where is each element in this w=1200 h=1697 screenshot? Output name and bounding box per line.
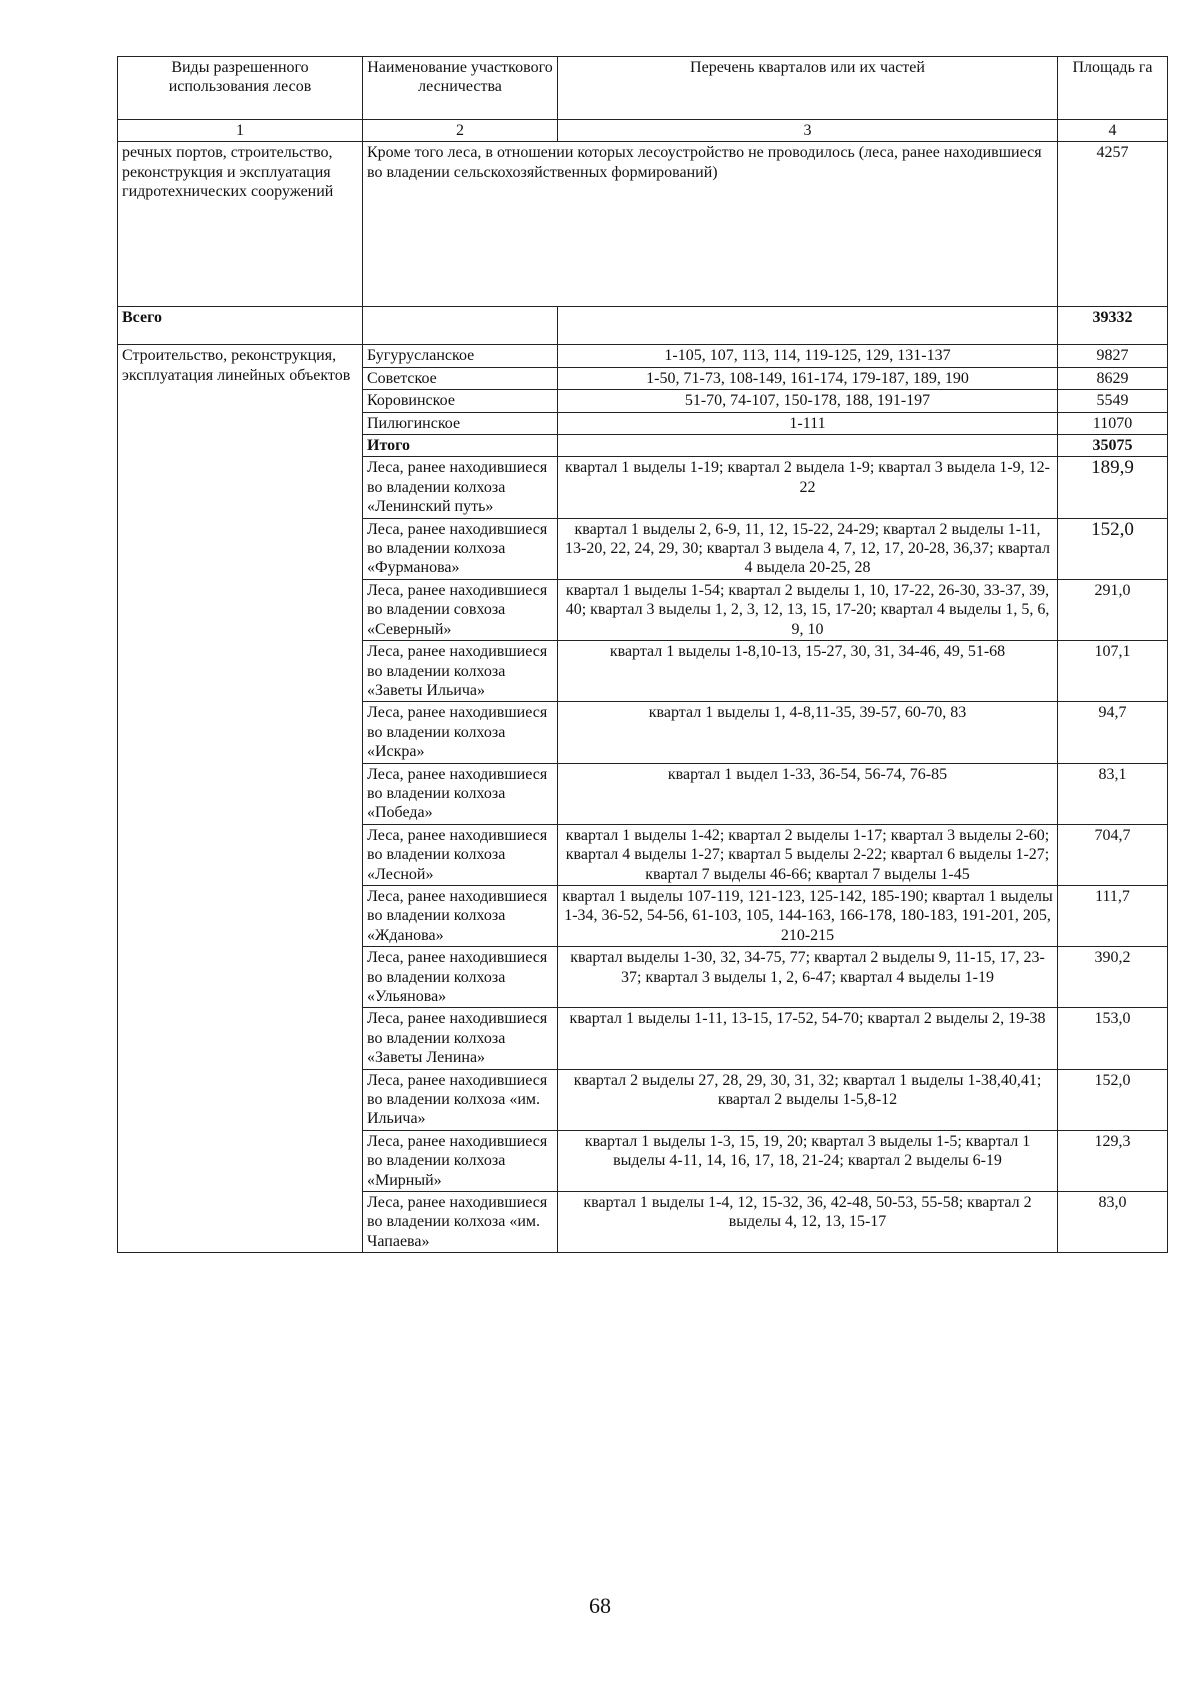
farm-name-cell: Леса, ранее находившиеся во владении колхоза «Заветы Ленина» — [363, 1008, 558, 1069]
total-label: Всего — [118, 307, 363, 345]
table-row — [118, 345, 1168, 367]
quarters-cell: 1-105, 107, 113, 114, 119-125, 129, 131-137 — [558, 345, 1058, 367]
area-cell: 153,0 — [1058, 1008, 1168, 1069]
farm-name-cell: Леса, ранее находившиеся во владении колхоза «им. Ильича» — [363, 1069, 558, 1130]
total-area: 39332 — [1058, 307, 1168, 345]
area-cell: 11070 — [1058, 412, 1168, 434]
quarters-cell: квартал 1 выделы 1-11, 13-15, 17-52, 54-70; квартал 2 выделы 2, 19-38 — [558, 1008, 1058, 1069]
area-cell: 83,1 — [1058, 763, 1168, 824]
area-cell: 8629 — [1058, 367, 1168, 389]
note-cell: Кроме того леса, в отношении которых лесоустройство не проводилось (леса, ранее находившиеся во владении сельскохозяйственных формирований) — [363, 142, 1058, 307]
header-row — [118, 57, 1168, 120]
farm-name-cell: Леса, ранее находившиеся во владении колхоза «Победа» — [363, 763, 558, 824]
quarters-cell: 1-111 — [558, 412, 1058, 434]
farm-name-cell: Леса, ранее находившиеся во владении колхоза «им. Чапаева» — [363, 1192, 558, 1253]
quarters-cell: квартал 1 выделы 1-3, 15, 19, 20; квартал 3 выделы 1-5; квартал 1 выделы 4-11, 14, 16, 17, 18, 21-24; квартал 2 выделы 6-19 — [558, 1130, 1058, 1191]
quarters-cell: квартал 1 выделы 1-4, 12, 15-32, 36, 42-48, 50-53, 55-58; квартал 2 выделы 4, 12, 13, 15-17 — [558, 1192, 1058, 1253]
area-cell: 83,0 — [1058, 1192, 1168, 1253]
area-cell: 152,0 — [1058, 518, 1168, 579]
subtotal-label: Итого — [363, 435, 558, 457]
farm-name-cell: Леса, ранее находившиеся во владении колхоза «Искра» — [363, 702, 558, 763]
forestry-name-cell: Пилюгинское — [363, 412, 558, 434]
empty-cell — [558, 307, 1058, 345]
area-cell: 189,9 — [1058, 457, 1168, 518]
area-cell: 94,7 — [1058, 702, 1168, 763]
page-number: 68 — [589, 1593, 611, 1618]
quarters-cell: квартал 1 выдел 1-33, 36-54, 56-74, 76-85 — [558, 763, 1058, 824]
header-area: Площадь га — [1058, 57, 1168, 120]
use-type-cell: речных портов, строительство, реконструкция и эксплуатация гидротехнических сооружений — [118, 142, 363, 307]
area-cell: 129,3 — [1058, 1130, 1168, 1191]
subtotal-area: 35075 — [1058, 435, 1168, 457]
farm-name-cell: Леса, ранее находившиеся во владении колхоза «Жданова» — [363, 885, 558, 946]
quarters-cell: 1-50, 71-73, 108-149, 161-174, 179-187, 189, 190 — [558, 367, 1058, 389]
column-number-row — [118, 120, 1168, 142]
column-number: 1 — [118, 120, 363, 142]
farm-name-cell: Леса, ранее находившиеся во владении колхоза «Заветы Ильича» — [363, 641, 558, 702]
quarters-cell: квартал 1 выделы 107-119, 121-123, 125-142, 185-190; квартал 1 выделы 1-34, 36-52, 54-56, 61-103, 105, 144-163, 166-178, 180-183, 191-201, 205, 210-215 — [558, 885, 1058, 946]
total-row — [118, 307, 1168, 345]
farm-name-cell: Леса, ранее находившиеся во владении колхоза «Ульянова» — [363, 947, 558, 1008]
use-type-cell: Строительство, реконструкция, эксплуатация линейных объектов — [118, 345, 363, 1253]
forestry-name-cell: Советское — [363, 367, 558, 389]
farm-name-cell: Леса, ранее находившиеся во владении совхоза «Северный» — [363, 579, 558, 640]
empty-cell — [363, 307, 558, 345]
column-number: 3 — [558, 120, 1058, 142]
area-cell: 107,1 — [1058, 641, 1168, 702]
quarters-cell — [558, 435, 1058, 457]
table-row — [118, 142, 1168, 307]
farm-name-cell: Леса, ранее находившиеся во владении колхоза «Фурманова» — [363, 518, 558, 579]
quarters-cell: квартал выделы 1-30, 32, 34-75, 77; квартал 2 выделы 9, 11-15, 17, 23-37; квартал 3 выделы 1, 2, 6-47; квартал 4 выделы 1-19 — [558, 947, 1058, 1008]
header-quarters-list: Перечень кварталов или их частей — [558, 57, 1058, 120]
forestry-name-cell: Бугурусланское — [363, 345, 558, 367]
quarters-cell: квартал 1 выделы 1-54; квартал 2 выделы 1, 10, 17-22, 26-30, 33-37, 39, 40; квартал 3 выделы 1, 2, 3, 12, 13, 15, 17-20; квартал 4 выделы 1, 5, 6, 9, 10 — [558, 579, 1058, 640]
header-use-type: Виды разрешенного использования лесов — [118, 57, 363, 120]
header-forestry-name: Наименование участкового лесничества — [363, 57, 558, 120]
area-cell: 111,7 — [1058, 885, 1168, 946]
area-cell: 704,7 — [1058, 824, 1168, 885]
quarters-cell: квартал 1 выделы 1-8,10-13, 15-27, 30, 31, 34-46, 49, 51-68 — [558, 641, 1058, 702]
farm-name-cell: Леса, ранее находившиеся во владении колхоза «Лесной» — [363, 824, 558, 885]
area-cell: 4257 — [1058, 142, 1168, 307]
quarters-cell: 51-70, 74-107, 150-178, 188, 191-197 — [558, 390, 1058, 412]
forest-use-table — [117, 56, 1168, 1253]
farm-name-cell: Леса, ранее находившиеся во владении колхоза «Мирный» — [363, 1130, 558, 1191]
forestry-name-cell: Коровинское — [363, 390, 558, 412]
area-cell: 9827 — [1058, 345, 1168, 367]
area-cell: 5549 — [1058, 390, 1168, 412]
quarters-cell: квартал 1 выделы 1-42; квартал 2 выделы 1-17; квартал 3 выделы 2-60; квартал 4 выделы 1-27; квартал 5 выделы 2-22; квартал 6 выделы 1-27; квартал 7 выделы 46-66; квартал 7 выделы 1-45 — [558, 824, 1058, 885]
column-number: 4 — [1058, 120, 1168, 142]
area-cell: 390,2 — [1058, 947, 1168, 1008]
quarters-cell: квартал 1 выделы 1, 4-8,11-35, 39-57, 60-70, 83 — [558, 702, 1058, 763]
quarters-cell: квартал 1 выделы 2, 6-9, 11, 12, 15-22, 24-29; квартал 2 выделы 1-11, 13-20, 22, 24, 29, 30; квартал 3 выдела 4, 7, 12, 17, 20-28, 36,37; квартал 4 выдела 20-25, 28 — [558, 518, 1058, 579]
area-cell: 152,0 — [1058, 1069, 1168, 1130]
quarters-cell: квартал 2 выделы 27, 28, 29, 30, 31, 32; квартал 1 выделы 1-38,40,41; квартал 2 выделы 1-5,8-12 — [558, 1069, 1058, 1130]
area-cell: 291,0 — [1058, 579, 1168, 640]
column-number: 2 — [363, 120, 558, 142]
farm-name-cell: Леса, ранее находившиеся во владении колхоза «Ленинский путь» — [363, 457, 558, 518]
quarters-cell: квартал 1 выделы 1-19; квартал 2 выдела 1-9; квартал 3 выдела 1-9, 12-22 — [558, 457, 1058, 518]
